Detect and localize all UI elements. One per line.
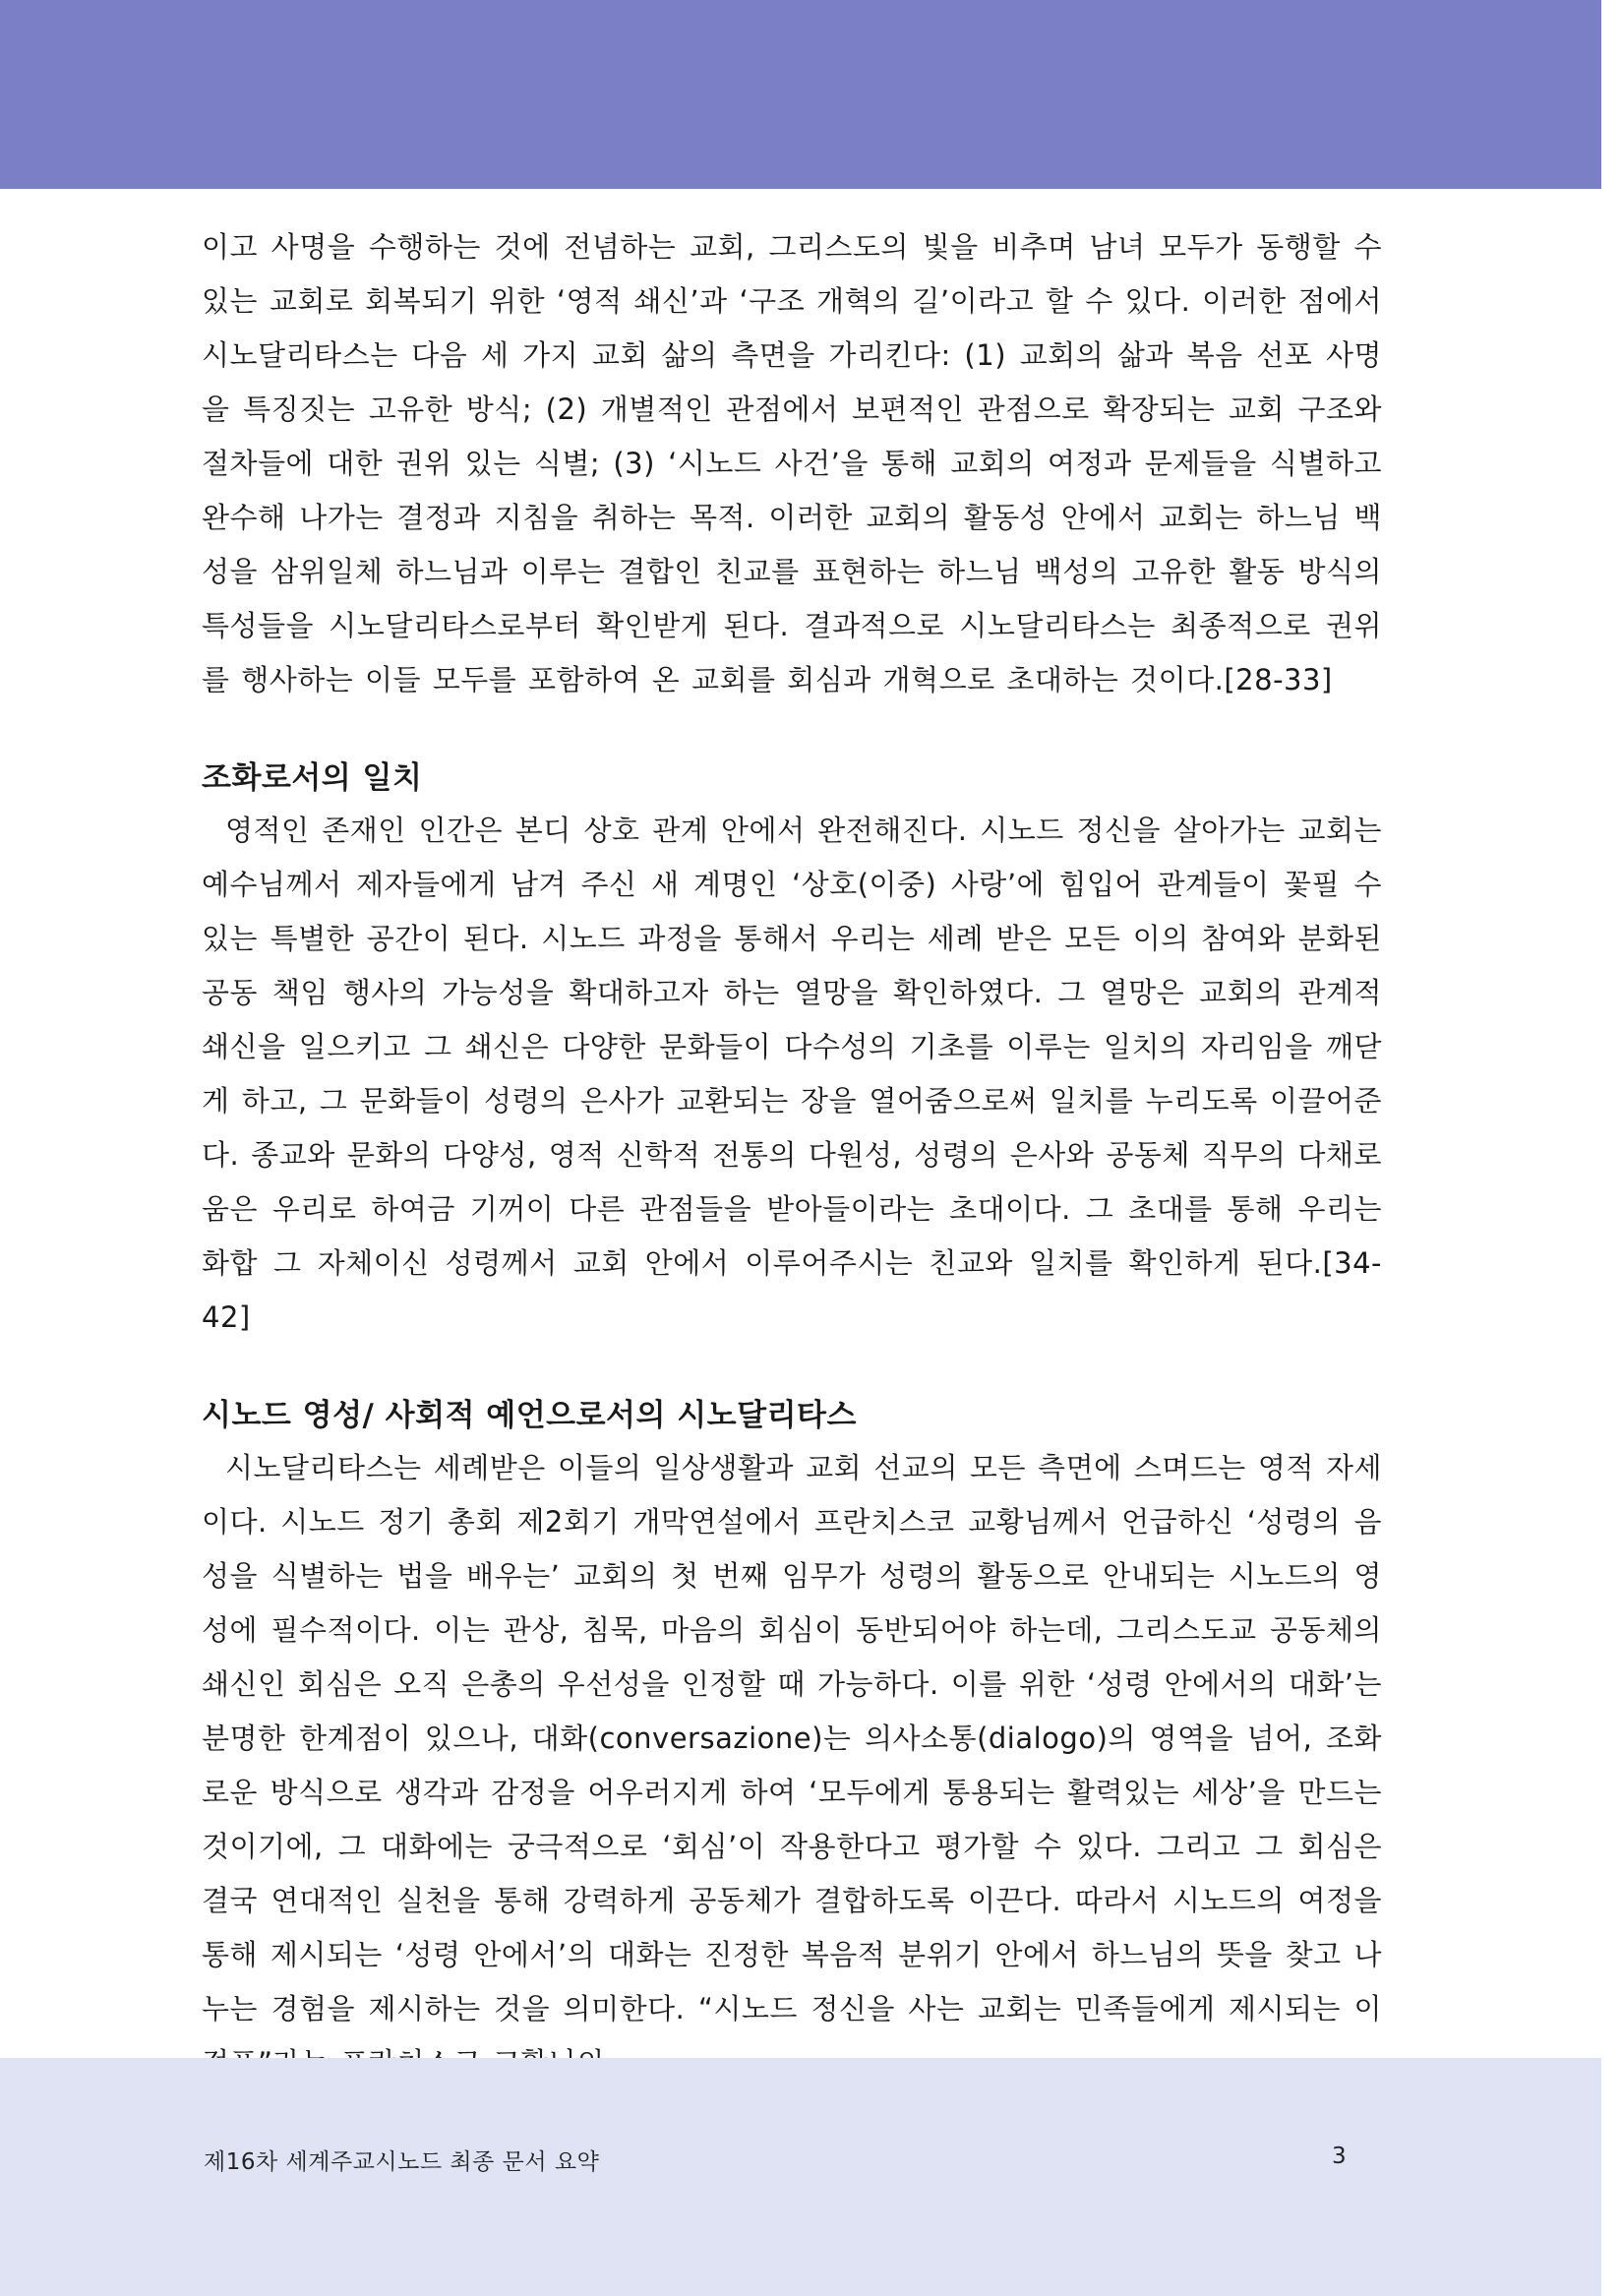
page-number: 3 [1332,2144,1347,2169]
footer-document-title: 제16차 세계주교시노드 최종 문서 요약 [204,2149,600,2175]
section-heading-spirituality: 시노드 영성/ 사회적 예언으로서의 시노달리타스 [202,1398,857,1433]
paragraph-spirituality: 시노달리타스는 세례받은 이들의 일상생활과 교회 선교의 모든 측면에 스며드는 영적 자세이다. 시노드 정기 총회 제2회기 개막연설에서 프란치스코 교황님께서 언급하신 ‘성령의 음성을 식별하는 법을 배우는’ 교회의 첫 번째 임무가 성령의 활동으로 안내되는 시노드의 영성에 필수적이다. 이는 관상, 침묵, 마음의 회심이 동반되어야 하는데, 그리스도교 공동체의 쇄신인 회심은 오직 은총의 우선성을 인정할 때 가능하다. 이를 위한 ‘성령 안에서의 대화’는 분명한 한계점이 있으나, 대화(conversazione)는 의사소통(dialogo)의 영역을 넘어, 조화로운 방식으로 생각과 감정을 어우러지게 하여 ‘모두에게 통용되는 활력있는 세상’을 만드는 것이기에, 그 대화에는 궁극적으로 ‘회심’이 작용한다고 평가할 수 있다. 그리고 그 회심은 결국 연대적인 실천을 통해 강력하게 공동체가 결합하도록 이끈다. 따라서 시노드의 여정을 통해 제시되는 ‘성령 안에서’의 대화는 진정한 복음적 분위기 안에서 하느님의 뜻을 찾고 나누는 경험을 제시하는 것을 의미한다. “시노드 정신을 사는 교회는 민족들에게 제시되는 이 [202,1451,1382,2025]
paragraph-unity: 영적인 존재인 인간은 본디 상호 관계 안에서 완전해진다. 시노드 정신을 살아가는 교회는 예수님께서 제자들에게 남겨 주신 새 계명인 ‘상호(이중) 사랑’에 힘입어 관계들이 꽃필 수 있는 특별한 공간이 된다. 시노드 과정을 통해서 우리는 세례 받은 모든 이의 참여와 분화된 공동 책임 행사의 가능성을 확대하고자 하는 열망을 확인하였다. 그 열망은 교회의 관계적 쇄신을 일으키고 그 쇄신은 다양한 문화들이 다수성의 기초를 이루는 일치의 자리임을 깨닫게 하고, 그 문화들이 성령의 은사가 교환되는 장을 열어줌으로써 일치를 누리도록 이끌어준다. 종교와 문화의 다양성, 영적 신학적 전통의 다원성, 성령의 은사와 공동체 직무의 다채로움은 우리로 하여금 기꺼이 다른 관점들을 받아들이라는 초대이다. 그 초대를 통해 우리는 화합 그 자체이신 성령께서 교회 안에서 이루어주시는 친교와 일치를 확인하게 된다.[34-42] [202,814,1382,1334]
footer-band [0,2058,1601,2296]
section-heading-unity: 조화로서의 일치 [202,760,423,796]
header-band [0,0,1601,189]
paragraph-intro: 이고 사명을 수행하는 것에 전념하는 교회, 그리스도의 빛을 비추며 남녀 모두가 동행할 수 있는 교회로 회복되기 위한 ‘영적 쇄신’과 ‘구조 개혁의 길’이라고 할 수 있다. 이러한 점에서 시노달리타스는 다음 세 가지 교회 삶의 측면을 가리킨다: (1) 교회의 삶과 복음 선포 사명을 특징짓는 고유한 방식; (2) 개별적인 관점에서 보편적인 관점으로 확장되는 교회 구조와 절차들에 대한 권위 있는 식별; (3) ‘시노드 사건’을 통해 교회의 여정과 문제들을 식별하고 완수해 나가는 결정과 지침을 취하는 목적. 이러한 교회의 활동성 안에서 교회는 하느님 백성을 삼위일체 하느님과 이루는 결합인 친교를 표현하는 하느님 백성의 고유한 활동 방식의 특성들을 시노달리타스로부터 확인받게 된다. 결과적으로 시노달리타스는 최종적으로 권위를 행사하는 이들 모두를 포함하여 온 교회를 회심과 개혁으로 초대하는 것이다.[28-33] [202,230,1382,696]
document-body [202,220,1382,2090]
